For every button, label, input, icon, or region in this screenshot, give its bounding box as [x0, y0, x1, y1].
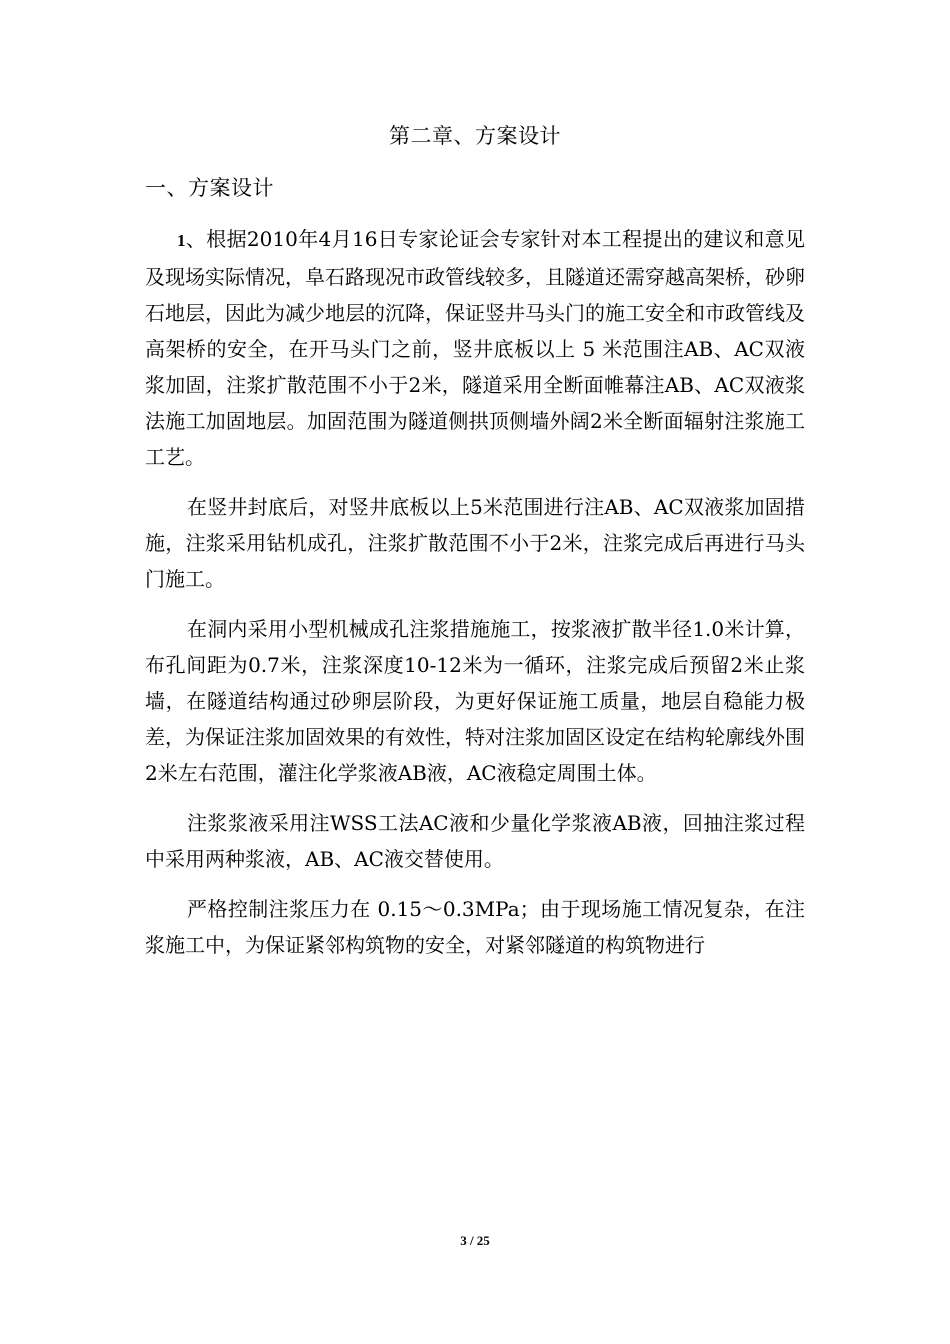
item-number: 1 — [177, 231, 186, 250]
page-number: 3 / 25 — [460, 1233, 490, 1248]
document-body — [145, 221, 805, 977]
paragraph-item-1 — [145, 221, 805, 475]
chapter-title: 第二章、方案设计 — [389, 124, 561, 148]
paragraph: 在洞内采用小型机械成孔注浆措施施工，按浆液扩散半径1.0米计算，布孔间距为0.7米，注浆深度10-12米为一循环，注浆完成后预留2米止浆墙，在隧道结构通过砂卵层阶段，为更好保证施工质量，地层自稳能力极差，为保证注浆加固效果的有效性，特对注浆加固区设定在结构轮廓线外围2米左右范围，灌注化学浆液AB液，AC液稳定周围土体。 — [145, 617, 805, 785]
paragraph: 严格控制注浆压力在 0.15～0.3MPa；由于现场施工情况复杂，在注浆施工中，为保证紧邻构筑物的安全，对紧邻隧道的构筑物进行 — [145, 897, 805, 957]
section-heading: 一、方案设计 — [145, 176, 274, 200]
item-text: 、根据2010年4月16日专家论证会专家针对本工程提出的建议和意见及现场实际情况，阜石路现况市政管线较多，且隧道还需穿越高架桥，砂卵石地层，因此为减少地层的沉降，保证竖井马头门的施工安全和市政管线及高架桥的安全，在开马头门之前，竖井底板以上 5 米范围注AB、AC双液浆加固，注浆扩散范围不小于2米，隧道采用全断面帷幕注AB、AC双液浆法施工加固地层。加固范围为隧道侧拱顶侧墙外阔2米全断面辐射注浆施工工艺。 — [145, 227, 805, 469]
paragraph: 注浆浆液采用注WSS工法AC液和少量化学浆液AB液，回抽注浆过程中采用两种浆液，AB、AC液交替使用。 — [145, 811, 805, 871]
paragraph: 在竖井封底后，对竖井底板以上5米范围进行注AB、AC双液浆加固措施，注浆采用钻机成孔，注浆扩散范围不小于2米，注浆完成后再进行马头门施工。 — [145, 495, 805, 591]
